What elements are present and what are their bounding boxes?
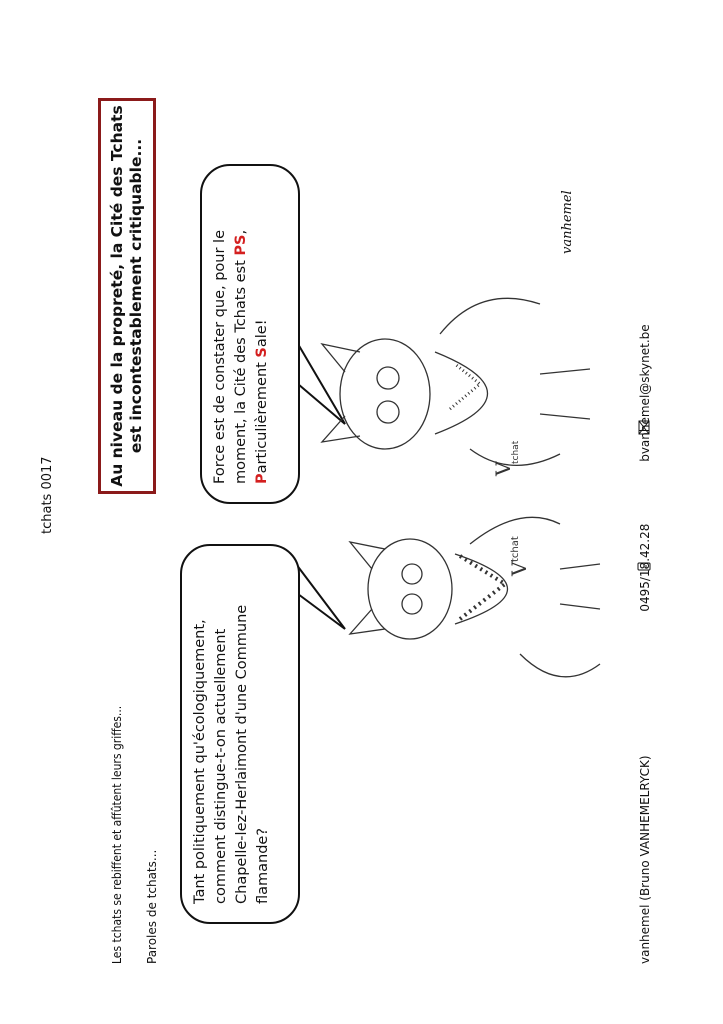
ps-highlight: PS <box>233 234 249 256</box>
headline-box <box>98 98 156 494</box>
bubble-right-line-1: Force est de constater que, pour le <box>212 230 228 484</box>
right-cat-drawing <box>322 298 590 465</box>
bubble-right-text: articulièrement <box>254 357 270 474</box>
left-cat-drawing <box>350 517 600 677</box>
right-cat-badge-letter: V <box>491 461 515 476</box>
p-highlight: P <box>254 473 270 484</box>
bubble-right-line-2 <box>231 184 252 484</box>
speech-bubble-right <box>200 164 300 504</box>
bubble-left-line: flamande? <box>255 827 271 904</box>
speech-bubble-left <box>180 544 300 924</box>
left-bubble-tail <box>296 564 345 629</box>
bubble-right-text: ale! <box>254 319 270 348</box>
intro-text: Les tchats se rebiffent et affûtent leurs griffes... <box>110 705 124 964</box>
page-title: tchats 0017 <box>40 456 55 534</box>
bubble-right-text: moment, la Cité des Tchats est <box>233 255 249 484</box>
bubble-right-comma: , <box>233 229 249 235</box>
footer-author: vanhemel (Bruno VANHEMELRYCK) <box>638 755 652 964</box>
left-cat-badge: tchat <box>510 536 521 562</box>
bubble-left-line: Chapelle-lez-Herlaimont d'une Commune <box>234 604 250 904</box>
right-bubble-tail <box>298 344 345 424</box>
footer-email: bvanhemel@skynet.be <box>638 324 652 462</box>
bubble-right-line-3 <box>252 184 273 484</box>
artist-signature: vanhemel <box>560 190 575 254</box>
headline-line-2: est incontestablement critiquable... <box>127 138 145 454</box>
s-highlight: S <box>254 347 270 358</box>
left-cat-badge-letter: V <box>507 561 531 576</box>
footer-phone: 0495/18.42.28 <box>638 523 652 612</box>
headline-line-1: Au niveau de la propreté, la Cité des Tchats <box>108 105 126 487</box>
bubble-left-line: Tant politiquement qu'écologiquement, <box>192 619 208 904</box>
subtitle-text: Paroles de tchats... <box>145 849 159 964</box>
bubble-left-line: comment distingue-t-on actuellement <box>213 628 229 904</box>
footer <box>638 302 652 964</box>
right-cat-badge: tchat <box>511 440 521 464</box>
